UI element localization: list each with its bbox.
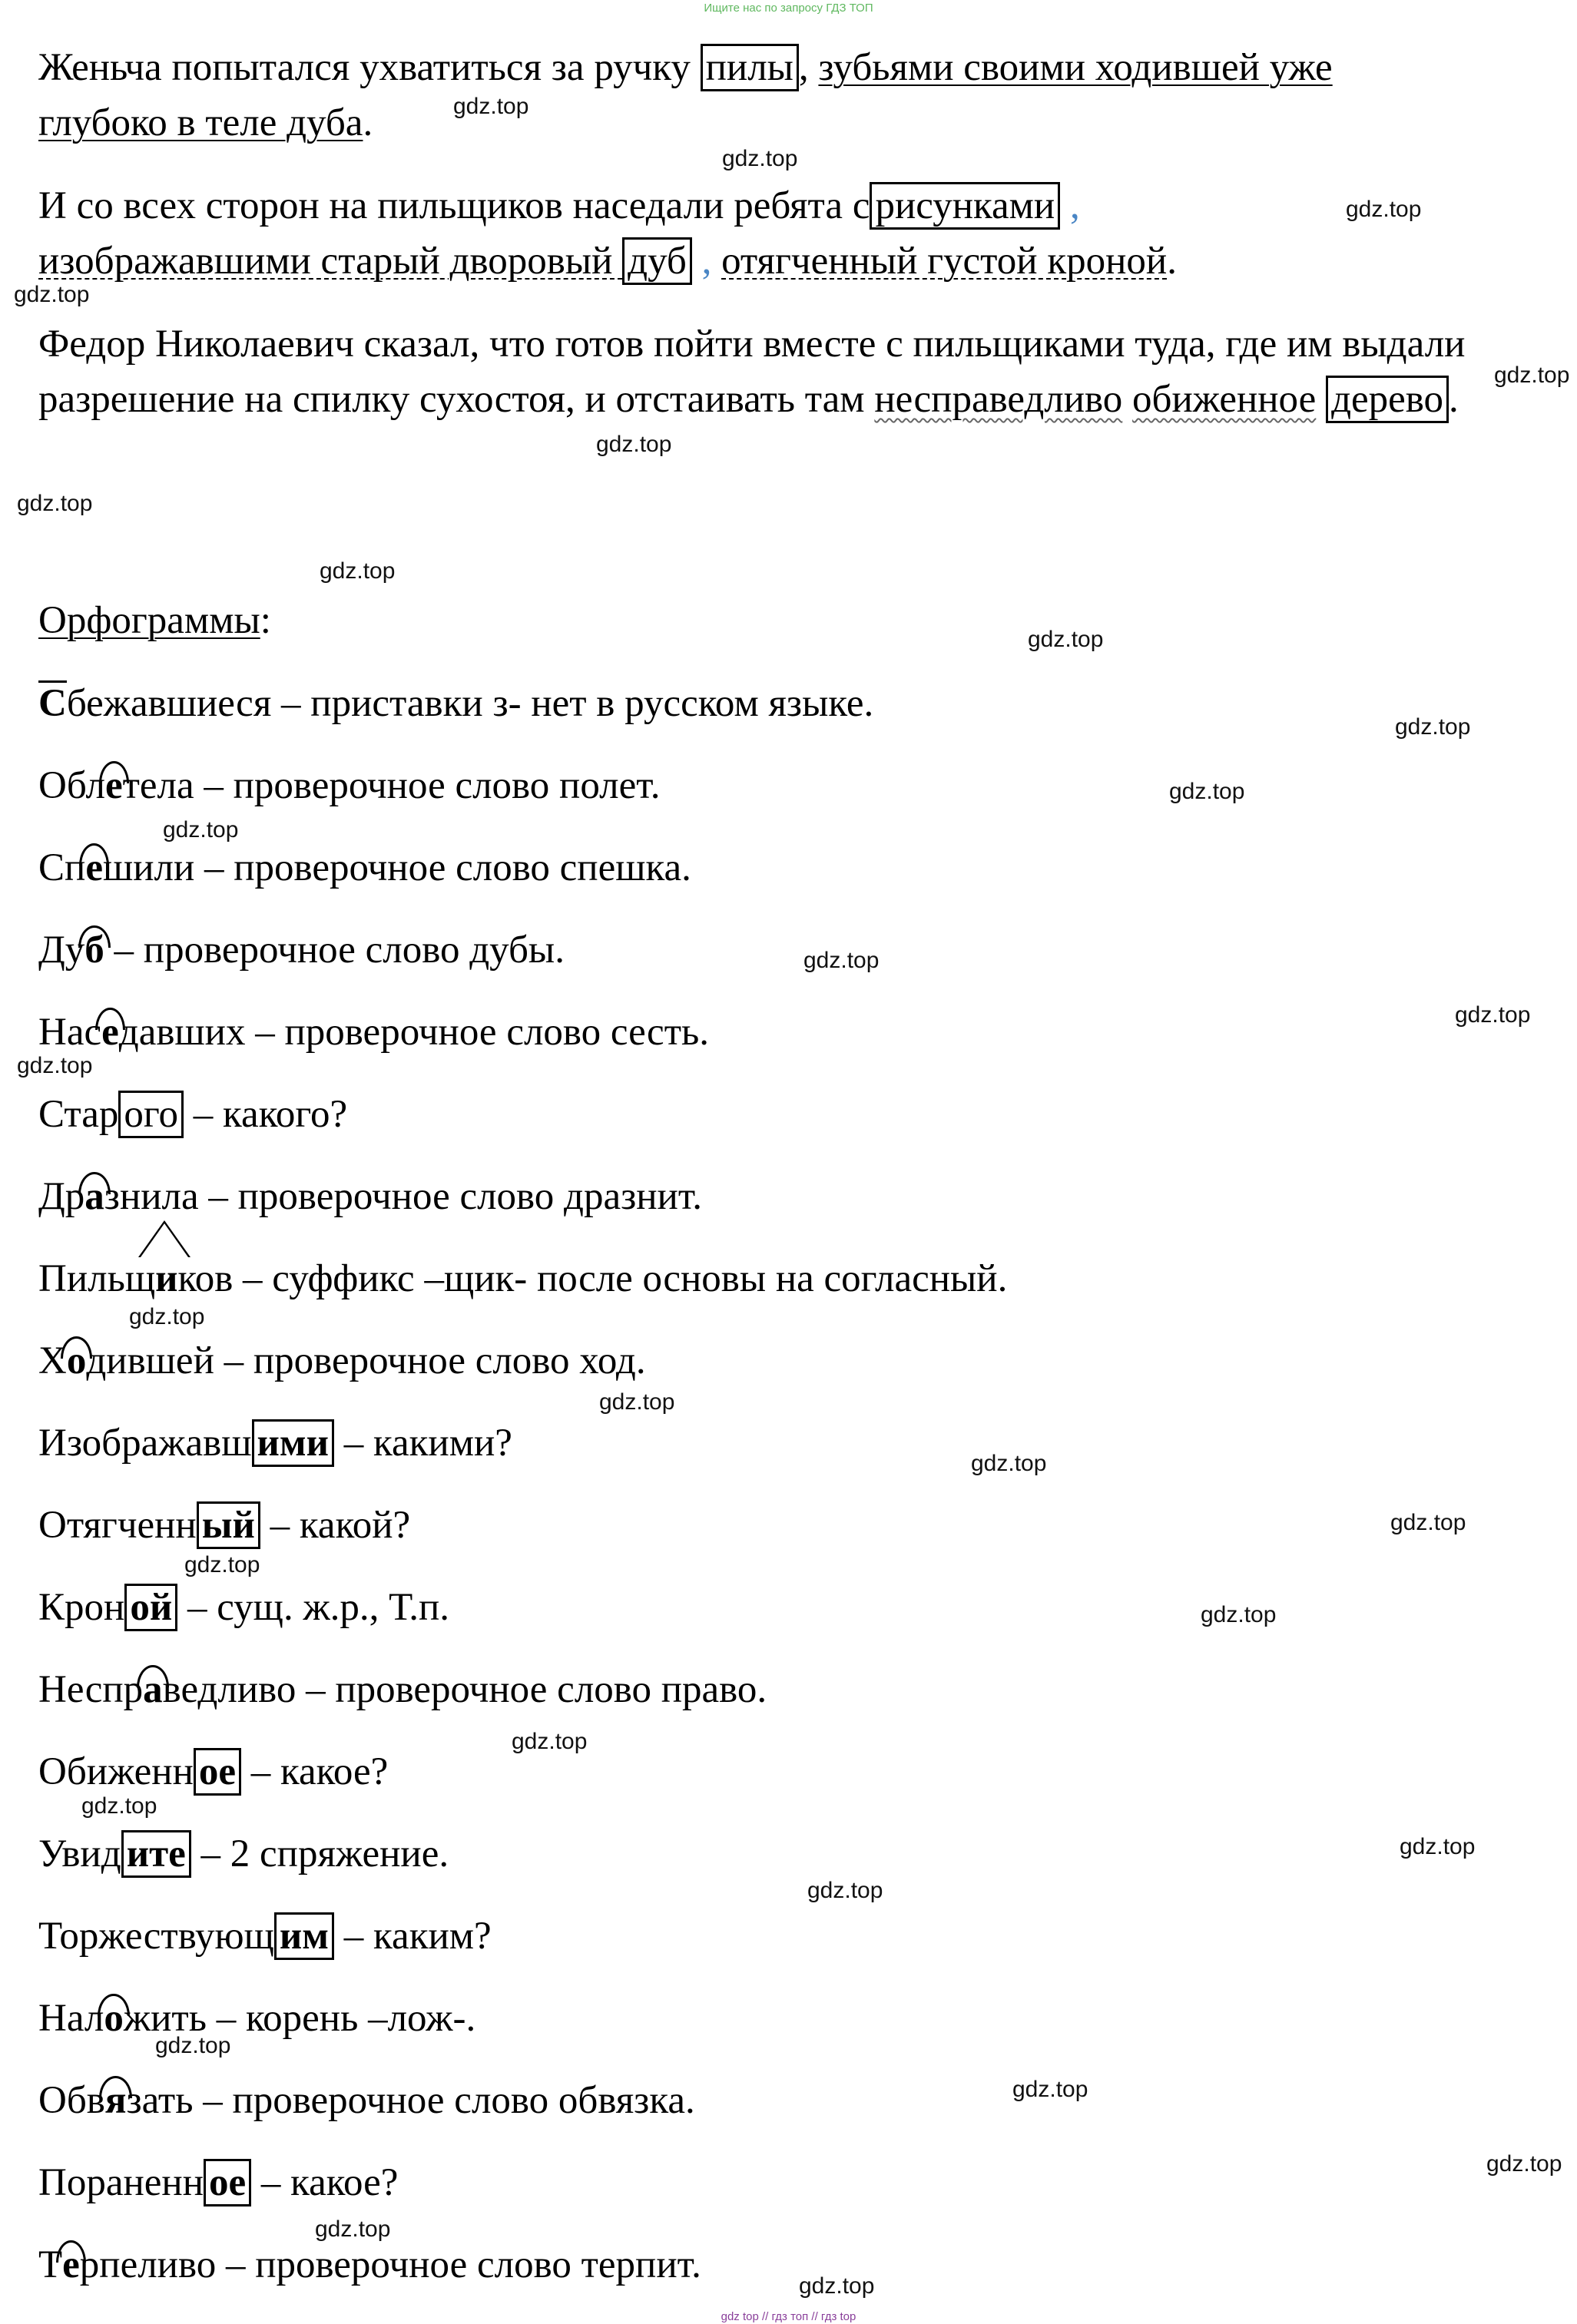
watermark: gdz.top [129,1304,205,1329]
orthograms-heading [38,593,271,648]
marked-letter: а [84,1169,104,1224]
watermark: gdz.top [722,146,798,171]
marked-ending: ое [194,1748,241,1796]
watermark: gdz.top [512,1729,588,1754]
marked-ending: ое [204,2159,251,2206]
watermark: gdz.top [184,1552,260,1577]
boxed-word: дуб [622,237,692,285]
watermark: gdz.top [155,2033,231,2058]
marked-letter: е [62,2237,80,2293]
orthogram-line [38,1251,1007,1306]
space [1316,378,1326,421]
marked-letter: е [105,758,123,813]
line-suffix: шили – проверочное слово спешка. [102,846,691,889]
line-prefix: Нал [38,1997,104,2040]
marked-letter: С [38,676,67,731]
marked-ending: ите [121,1830,191,1878]
line-suffix: – какой? [260,1504,411,1547]
sentence-3-text: Федор Николаевич сказал, что готов пойти вместе с пильщиками туда, где им выдали разрешение на спилку сухостоя, и отстаивать там [38,323,1466,421]
sentence-2-text: И со всех сторон на пильщиков наседали ребята с [38,184,870,227]
marked-letter: о [104,1991,124,2046]
watermark: gdz.top [320,558,396,584]
punctuation: . [363,101,373,144]
orthogram-line [38,1333,646,1389]
boxed-word: рисунками [870,182,1060,230]
wavy-underlined-word: несправедливо [874,378,1123,421]
line-suffix: – 2 спряжение. [190,1832,449,1875]
wavy-underlined-word: обиженное [1132,378,1317,421]
orthogram-line [38,922,565,978]
marked-letter: я [105,2073,127,2128]
line-prefix: Обиженн [38,1750,194,1793]
bottom-banner: gdz top // гдз топ // гдз top [721,2310,856,2323]
orthogram-line [38,676,873,731]
comma-mark: , [1060,184,1080,227]
orthogram-line [38,1169,702,1224]
marked-letter: е [85,840,103,896]
marked-ending: им [274,1912,334,1960]
line-suffix: дившей – проверочное слово ход. [86,1339,646,1382]
orthogram-line [38,1415,512,1471]
watermark: gdz.top [453,94,529,119]
line-suffix: – какое? [241,1750,389,1793]
line-suffix: жить – корень –лож-. [123,1997,476,2040]
watermark: gdz.top [807,1878,883,1903]
watermark: gdz.top [14,282,90,307]
space [1122,378,1132,421]
line-suffix: – проверочное слово дубы. [104,929,565,972]
orthogram-line [38,1005,709,1060]
watermark: gdz.top [81,1793,157,1819]
boxed-word: дерево [1326,376,1449,423]
top-banner: Ищите нас по запросу ГДЗ ТОП [704,2,873,15]
watermark: gdz.top [596,432,672,457]
sentence-2 [38,178,1544,289]
line-suffix: знила – проверочное слово дразнит. [104,1175,703,1218]
line-prefix: Торжествующ [38,1915,274,1958]
watermark: gdz.top [17,1053,93,1078]
line-suffix: – какими? [334,1422,512,1465]
line-prefix: Обл [38,764,105,807]
orthogram-line [38,1826,449,1882]
watermark: gdz.top [799,2273,875,2299]
watermark: gdz.top [971,1451,1047,1476]
marked-letter: б [84,922,104,978]
line-prefix: Изображавш [38,1422,252,1465]
sentence-1-text: Женьча попытался ухватиться за ручку [38,46,701,89]
sentence-1 [38,40,1544,151]
line-prefix: Х [38,1339,67,1382]
watermark: gdz.top [1395,714,1471,740]
line-prefix: Неспр [38,1668,144,1711]
watermark: gdz.top [315,2216,391,2242]
marked-letter: о [67,1333,87,1389]
watermark: gdz.top [17,491,93,516]
orthogram-line [38,2155,398,2210]
line-prefix: Ду [38,929,85,972]
watermark: gdz.top [1346,197,1422,222]
orthogram-line [38,2237,701,2293]
watermark: gdz.top [1201,1602,1277,1627]
orthogram-line [38,1662,767,1717]
line-prefix: Отягченн [38,1504,197,1547]
orthogram-line [38,1909,492,1964]
watermark: gdz.top [1169,779,1245,804]
watermark: gdz.top [1400,1834,1476,1859]
marked-letter: и [155,1251,177,1306]
marked-letter: е [101,1005,119,1060]
watermark: gdz.top [163,817,239,843]
line-suffix: – сущ. ж.р., Т.п. [177,1586,450,1629]
line-prefix: Сп [38,846,86,889]
orthogram-line [38,2073,695,2128]
line-suffix: рпеливо – проверочное слово терпит. [79,2243,701,2286]
punctuation: , [798,46,819,89]
orthogram-line [38,1087,347,1142]
line-prefix: Т [38,2243,63,2286]
punctuation: . [1449,378,1459,421]
watermark: gdz.top [1486,2151,1562,2177]
heading-colon: : [260,599,271,642]
boxed-word: пилы [701,44,799,91]
line-prefix: Пораненн [38,2161,204,2204]
line-suffix: тела – проверочное слово полет. [122,764,661,807]
marked-ending: ими [252,1419,335,1467]
underlined-phrase: зубьями своими ходившей уже [818,46,1333,89]
orthogram-line [38,1580,449,1635]
line-suffix: ведливо – проверочное слово право. [162,1668,767,1711]
line-prefix: Пильщ [38,1257,156,1300]
watermark: gdz.top [1028,627,1104,652]
line-suffix: ков – суффикс –щик- после основы на согласный. [177,1257,1008,1300]
line-prefix: Крон [38,1586,125,1629]
watermark: gdz.top [1494,363,1570,388]
orthogram-line [38,1498,410,1553]
watermark: gdz.top [1390,1510,1466,1535]
line-suffix: – какое? [251,2161,399,2204]
marked-ending: ой [124,1584,177,1631]
orthogram-line [38,758,660,813]
line-suffix: давших – проверочное слово сесть. [118,1011,709,1054]
orthogram-line [38,1991,475,2046]
line-prefix: Стар [38,1093,119,1136]
line-suffix: бежавшиеся – приставки з- нет в русском языке. [66,682,874,725]
line-prefix: Нас [38,1011,102,1054]
watermark: gdz.top [1012,2077,1088,2102]
orthogram-line [38,1744,388,1799]
sentence-3 [38,316,1536,427]
watermark: gdz.top [803,948,880,973]
underlined-phrase: изображавшими старый дворовый [38,240,623,283]
line-prefix: Обв [38,2079,105,2122]
line-prefix: Др [38,1175,85,1218]
comma-mark: , [691,240,722,283]
marked-ending: ый [197,1501,260,1549]
punctuation: . [1167,240,1177,283]
marked-ending: ого [118,1091,184,1138]
underlined-phrase: глубоко в теле дуба [38,101,363,144]
marked-letter: а [143,1662,163,1717]
line-suffix: – каким? [334,1915,492,1958]
heading-text: Орфограммы [38,599,260,642]
watermark: gdz.top [1455,1002,1531,1028]
line-prefix: Увид [38,1832,121,1875]
orthogram-line [38,840,691,896]
line-suffix: – какого? [184,1093,348,1136]
watermark: gdz.top [599,1389,675,1415]
line-suffix: зать – проверочное слово обвязка. [126,2079,695,2122]
underlined-phrase: отягченный густой кроной [721,240,1168,283]
